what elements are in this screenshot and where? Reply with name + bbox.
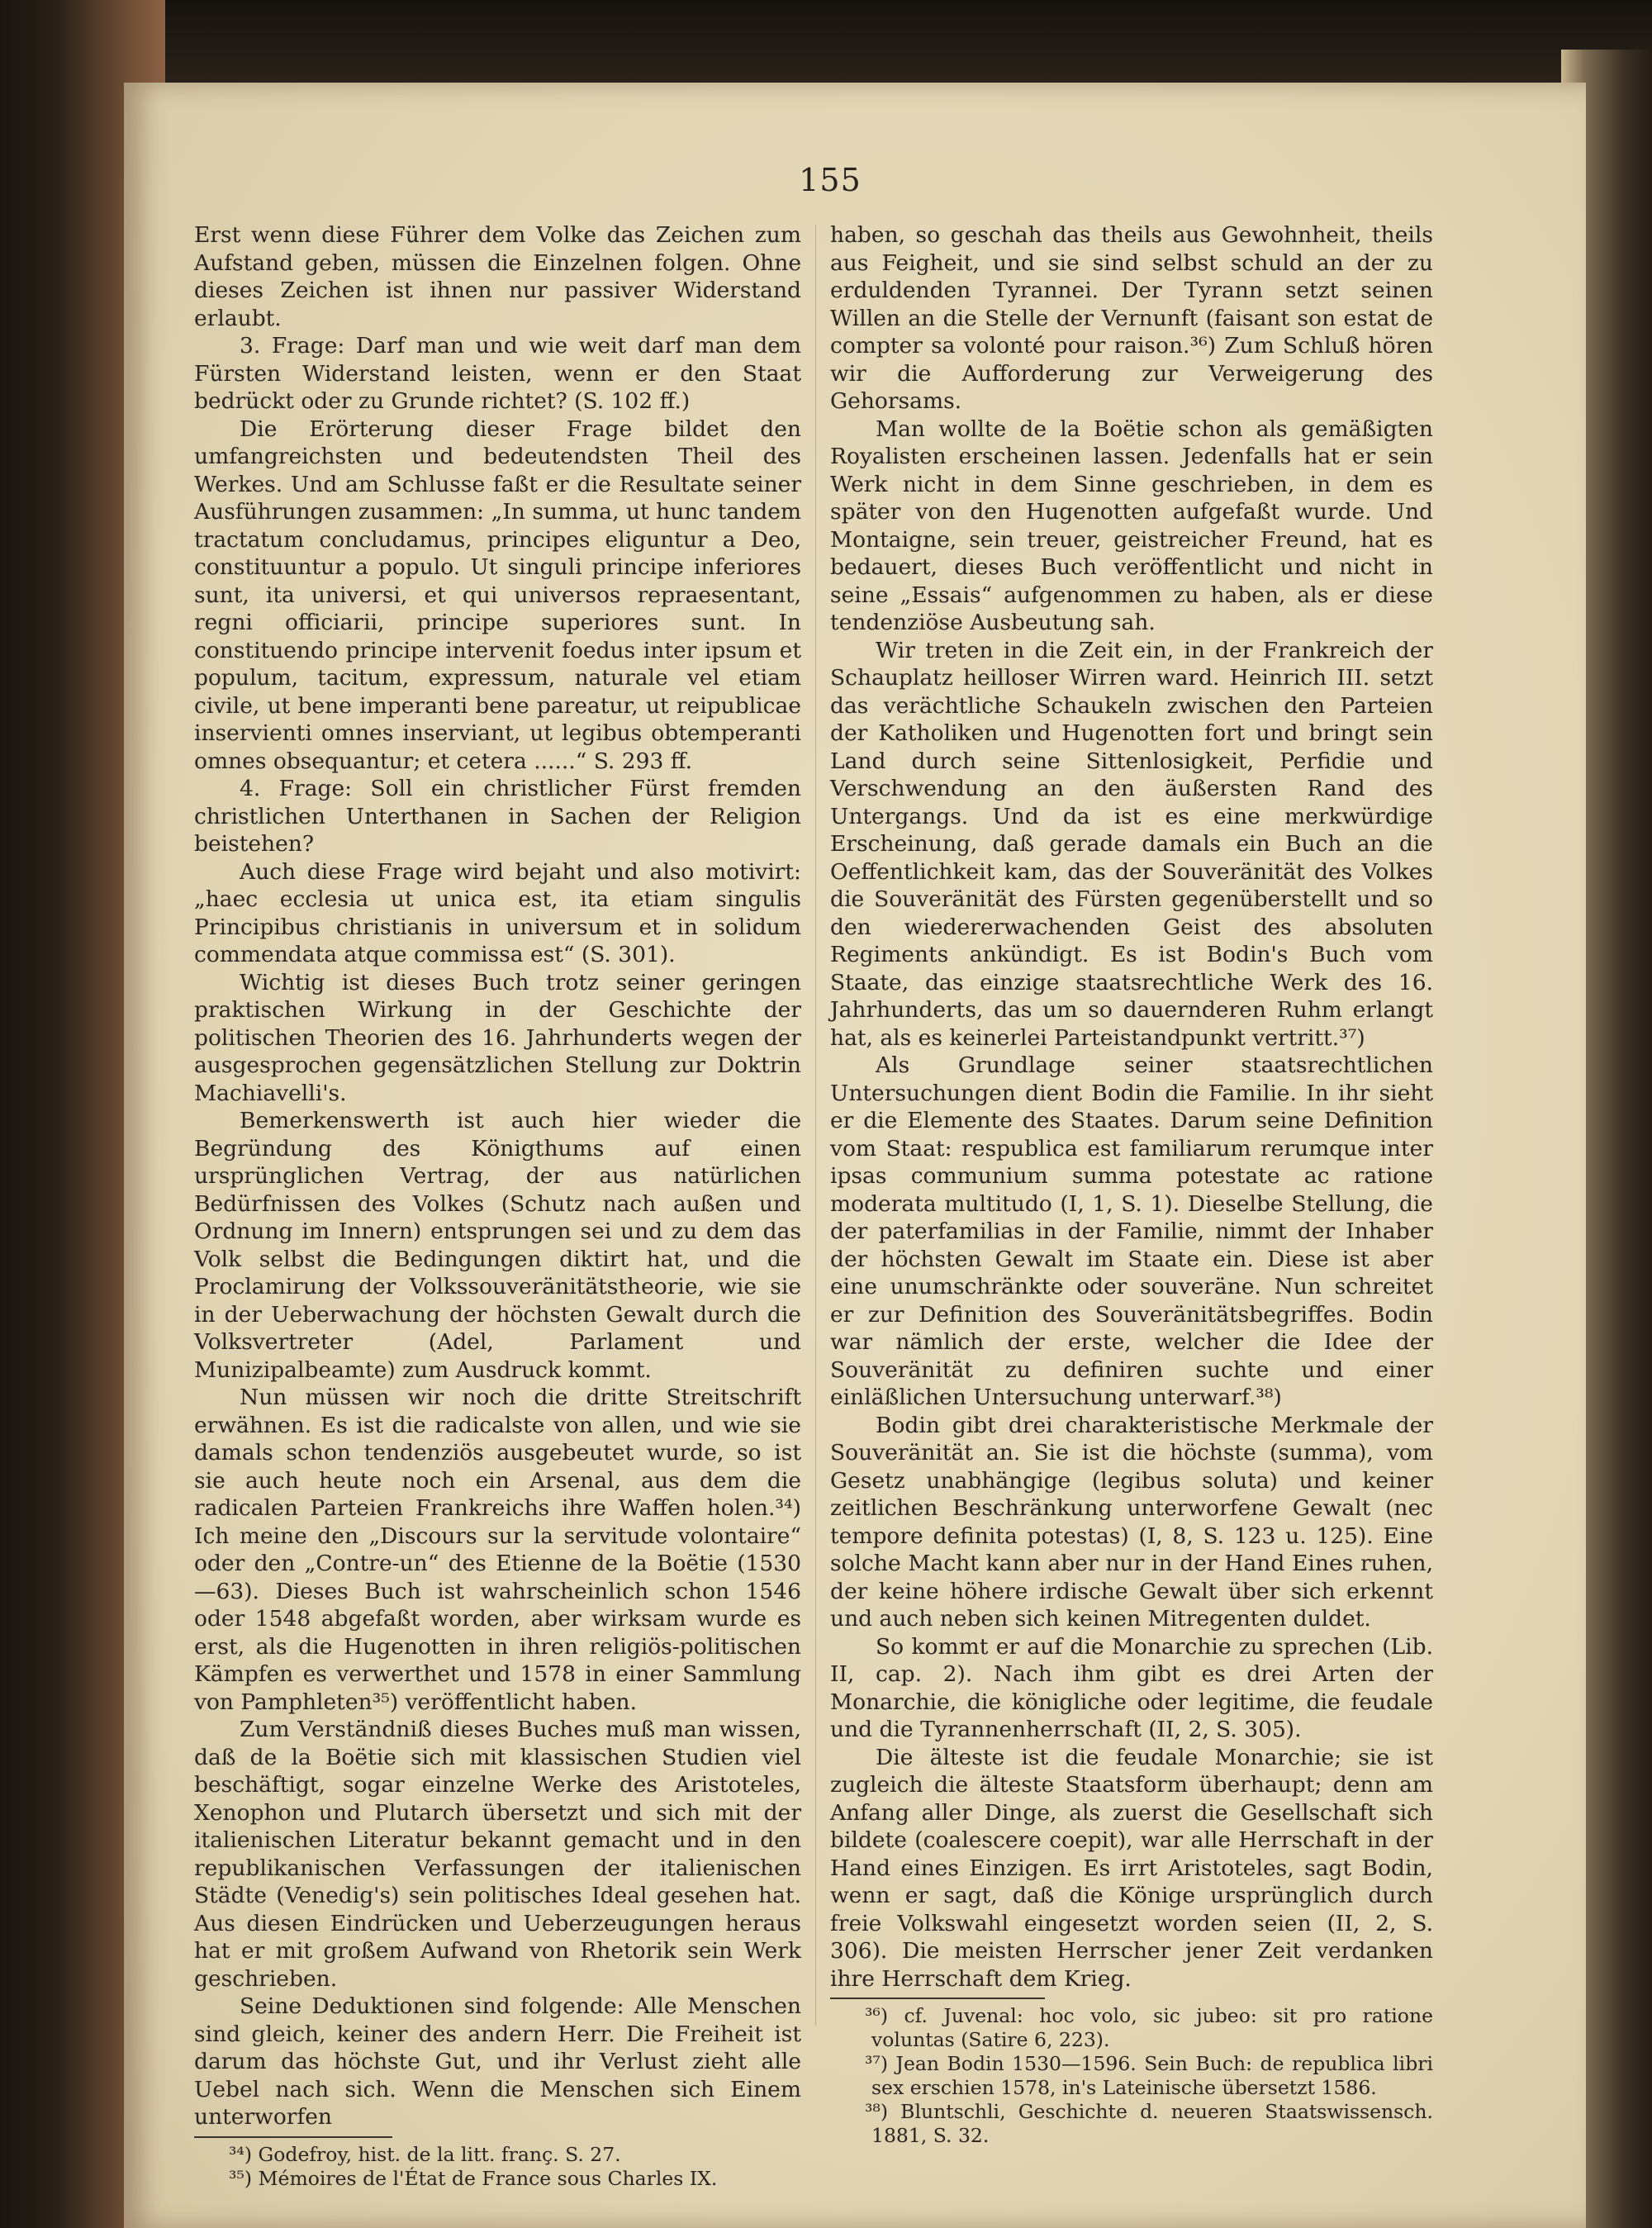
footnote: ³⁴) Godefroy, hist. de la litt. franç. S. 27. — [229, 2142, 621, 2166]
paragraph: Die Erörterung dieser Frage bildet den umfangreichsten und bedeutendsten Theil des Werkes. Und am Schlusse faßt er die Resultate seiner Ausführungen zusammen: „In summa, ut hunc tandem tractatum concludamus, principes eliguntur a Deo, constituuntur a populo. Ut singuli principe inferiores sunt, ita universi, et qui universos repraesentant, regni officiarii, principe superiores sunt. In constituendo principe intervenit foedus inter ipsum et populum, tacitum, expressum, naturale vel etiam civile, ut bene imperanti bene pareatur, ut reipublicae inservienti omnes inserviant, ut legibus obtemperanti omnes obsequantur; et cetera ......“ S. 293 ff. — [194, 416, 801, 774]
paragraph: Die älteste ist die feudale Monarchie; sie ist zugleich die älteste Staatsform überhaupt; denn am Anfang aller Dinge, als zuerst die Gesellschaft sich bildete (coalescere coepit), war alle Herrschaft in der Hand eines Einzigen. Es irrt Aristoteles, sagt Bodin, wenn er sagt, daß die Könige ursprünglich durch freie Volkswahl eingesetzt worden seien (II, 2, S. 306). Die meisten Herrscher jener Zeit verdanken ihre Herrschaft dem Krieg. — [830, 1744, 1433, 1992]
paragraph: Zum Verständniß dieses Buches muß man wissen, daß de la Boëtie sich mit klassischen Studien viel beschäftigt, sogar einzelne Werke des Aristoteles, Xenophon und Plutarch übersetzt und sich mit der italienischen Literatur bekannt gemacht und in den republikanischen Verfassungen der italienischen Städte (Venedig's) sein politisches Ideal gesehen hat. Aus diesen Eindrücken und Ueberzeugungen heraus hat er mit großem Aufwand von Rhetorik sein Werk geschrieben. — [194, 1717, 801, 1992]
paragraph: Bemerkenswerth ist auch hier wieder die Begründung des Königthums auf einen ursprünglichen Vertrag, der aus natürlichen Bedürfnissen des Volkes (Schutz nach außen und Ordnung im Innern) entsprungen sei und zu dem das Volk selbst die Bedingungen diktirt hat, und die Proclamirung der Volkssouveränitätstheorie, wie sie in der Ueberwachung der höchsten Gewalt durch die Volksvertreter (Adel, Parlament und Munizipalbeamte) zum Ausdruck kommt. — [194, 1108, 801, 1383]
left-column — [194, 221, 801, 2191]
right-column — [830, 221, 1433, 2148]
paragraph: Bodin gibt drei charakteristische Merkmale der Souveränität an. Sie ist die höchste (summa), vom Gesetz unabhängige (legibus soluta) und keiner zeitlichen Beschränkung unterworfene Gewalt (nec tempore definita potestas) (I, 8, S. 123 u. 125). Eine solche Macht kann aber nur in der Hand Eines ruhen, der keine höhere irdische Gewalt über sich erkennt und auch neben sich keinen Mitregenten duldet. — [830, 1412, 1433, 1632]
footnote-rule — [194, 2136, 392, 2138]
paragraph: Als Grundlage seiner staatsrechtlichen Untersuchungen dient Bodin die Familie. In ihr sieht er die Elemente des Staates. Darum seine Definition vom Staat: respublica est familiarum rerumque inter ipsas communium summa potestate ac ratione moderata multitudo (I, 1, S. 1). Dieselbe Stellung, die der paterfamilias in der Familie, nimmt der Inhaber der höchsten Gewalt im Staate ein. Diese ist aber eine unumschränkte oder souveräne. Nun schreitet er zur Definition des Souveränitätsbegriffes. Bodin war nämlich der erste, welcher die Idee der Souveränität zu definiren suchte und einer einläßlichen Untersuchung unterwarf.³⁸) — [830, 1052, 1433, 1410]
paragraph: Wichtig ist dieses Buch trotz seiner geringen praktischen Wirkung in der Geschichte der politischen Theorien des 16. Jahrhunderts wegen der ausgesprochen gegensätzlichen Stellung zur Doktrin Machiavelli's. — [194, 969, 801, 1106]
footnote: ³⁷) Jean Bodin 1530—1596. Sein Buch: de republica libri sex erschien 1578, in's Lateinische übersetzt 1586. — [865, 2052, 1433, 2099]
paragraph: Man wollte de la Boëtie schon als gemäßigten Royalisten erscheinen lassen. Jedenfalls hat er sein Werk nicht in dem Sinne geschrieben, in dem es später von den Hugenotten aufgefaßt wurde. Und Montaigne, sein treuer, geistreicher Freund, hat es bedauert, dieses Buch veröffentlicht und nicht in seine „Essais“ aufgenommen zu haben, als er diese tendenziöse Ausbeutung sah. — [830, 416, 1433, 635]
paragraph: Erst wenn diese Führer dem Volke das Zeichen zum Aufstand geben, müssen die Einzelnen folgen. Ohne dieses Zeichen ist ihnen nur passiver Widerstand erlaubt. — [194, 222, 801, 331]
paragraph: Nun müssen wir noch die dritte Streitschrift erwähnen. Es ist die radicalste von allen, und wie sie damals schon tendenziös ausgebeutet wurde, so ist sie auch heute noch ein Arsenal, aus dem die radicalen Parteien Frankreichs ihre Waffen holen.³⁴) Ich meine den „Discours sur la servitude volontaire“ oder den „Contre-un“ des Etienne de la Boëtie (1530—63). Dieses Buch ist wahrscheinlich schon 1546 oder 1548 abgefaßt worden, aber wirksam wurde es erst, als die Hugenotten in ihren religiös-politischen Kämpfen es verwerthet und 1578 in einer Sammlung von Pamphleten³⁵) veröffentlicht haben. — [194, 1385, 801, 1715]
column-divider — [815, 225, 816, 2026]
paragraph: haben, so geschah das theils aus Gewohnheit, theils aus Feigheit, und sie sind selbst schuld an der zu erduldenden Tyrannei. Der Tyrann setzt seinen Willen an die Stelle der Vernunft (faisant son estat de compter sa volonté pour raison.³⁶) Zum Schluß hören wir die Aufforderung zur Verweigerung des Gehorsams. — [830, 222, 1433, 414]
footnote: ³⁸) Bluntschli, Geschichte d. neueren Staatswissensch. 1881, S. 32. — [865, 2100, 1433, 2147]
book-edge-top — [0, 0, 1652, 91]
page-number: 155 — [799, 162, 862, 198]
paragraph: So kommt er auf die Monarchie zu sprechen (Lib. II, cap. 2). Nach ihm gibt es drei Arten der Monarchie, die königliche oder legitime, die feudale und die Tyrannenherrschaft (II, 2, S. 305). — [830, 1633, 1433, 1742]
paragraph: 4. Frage: Soll ein christlicher Fürst fremden christlichen Unterthanen in Sachen der Religion beistehen? — [194, 776, 801, 857]
paragraph: Wir treten in die Zeit ein, in der Frankreich der Schauplatz heilloser Wirren ward. Heinrich III. setzt das verächtliche Schaukeln zwischen den Parteien der Katholiken und Hugenotten fort und bringt sein Land durch seine Sittenlosigkeit, Perfidie und Verschwendung an den äußersten Rand des Untergangs. Und da ist es eine merkwürdige Erscheinung, daß gerade damals ein Buch an die Oeffentlichkeit kam, das der Souveränität des Volkes die Souveränität des Fürsten gegenüberstellt und so den wiedererwachenden Geist des absoluten Regiments ankündigt. Es ist Bodin's Buch vom Staate, das einzige staatsrechtliche Werk des 16. Jahrhunderts, das um so dauernderen Ruhm erlangt hat, als es keinerlei Parteistandpunkt vertritt.³⁷) — [830, 637, 1433, 1051]
paragraph: Seine Deduktionen sind folgende: Alle Menschen sind gleich, keiner des andern Herr. Die Freiheit ist darum das höchste Gut, und ihr Verlust zieht alle Uebel nach sich. Wenn die Menschen sich Einem unterworfen — [194, 1993, 801, 2130]
paragraph: Auch diese Frage wird bejaht und also motivirt: „haec ecclesia ut unica est, ita etiam singulis Principibus christianis in universum et in solidum commendata atque commissa est“ (S. 301). — [194, 858, 801, 967]
paragraph: 3. Frage: Darf man und wie weit darf man dem Fürsten Widerstand leisten, wenn er den Staat bedrückt oder zu Grunde richtet? (S. 102 ff.) — [194, 333, 801, 414]
footnote: ³⁵) Mémoires de l'État de France sous Charles IX. — [229, 2166, 718, 2190]
footnote: ³⁶) cf. Juvenal: hoc volo, sic jubeo: sit pro ratione voluntas (Satire 6, 223). — [865, 2004, 1433, 2051]
footnote-rule — [830, 1998, 1045, 1999]
